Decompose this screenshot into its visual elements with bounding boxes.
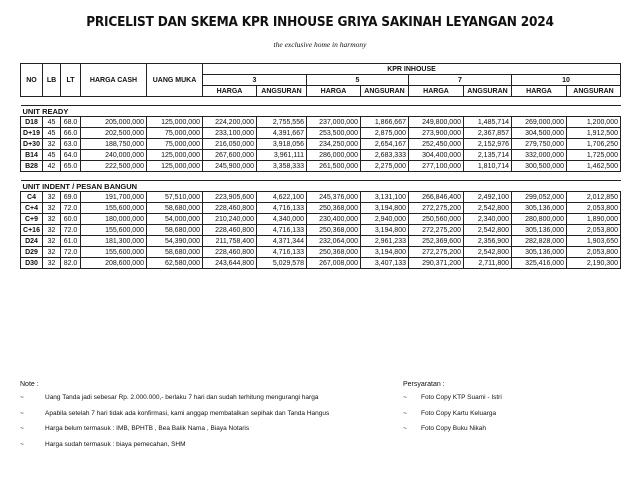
table-cell: 250,368,000	[307, 247, 361, 258]
table-cell: 2,755,556	[257, 117, 307, 128]
table-cell: 72.0	[61, 225, 81, 236]
header-angsuran: ANGSURAN	[567, 86, 621, 97]
table-cell: 4,371,344	[257, 236, 307, 247]
table-cell: 3,961,111	[257, 150, 307, 161]
header-kpr-inhouse: KPR INHOUSE	[203, 64, 621, 75]
header-angsuran: ANGSURAN	[361, 86, 409, 97]
unit-code-cell: B28	[21, 161, 43, 172]
table-cell: 240,000,000	[81, 150, 147, 161]
table-cell: 269,000,000	[512, 117, 567, 128]
table-cell: 4,716,133	[257, 203, 307, 214]
table-cell: 237,000,000	[307, 117, 361, 128]
unit-code-cell: C+4	[21, 203, 43, 214]
table-row	[21, 161, 621, 172]
table-cell: 42	[43, 161, 61, 172]
table-cell: 32	[43, 258, 61, 269]
table-cell: 4,391,667	[257, 128, 307, 139]
note-item	[20, 441, 329, 457]
table-cell: 252,450,000	[409, 139, 464, 150]
table-cell: 1,810,714	[464, 161, 512, 172]
tilde-bullet: ~	[20, 425, 24, 432]
spacer-cell	[21, 172, 621, 181]
requirement-item	[403, 425, 502, 441]
table-row	[21, 192, 621, 203]
note-item	[20, 425, 329, 441]
header-harga: HARGA	[512, 86, 567, 97]
table-cell: 266,846,400	[409, 192, 464, 203]
note-item	[20, 394, 329, 410]
table-cell: 304,500,000	[512, 128, 567, 139]
table-cell: 188,750,000	[81, 139, 147, 150]
table-cell: 245,900,000	[203, 161, 257, 172]
table-cell: 32	[43, 203, 61, 214]
header-tenor-5: 5	[307, 75, 409, 86]
table-cell: 211,758,400	[203, 236, 257, 247]
note-text: Uang Tanda jadi sebesar Rp. 2.000.000,- berlaku 7 hari dan sudah terhitung mengurangi harga	[45, 394, 319, 401]
table-cell: 2,492,100	[464, 192, 512, 203]
requirement-text: Foto Copy Buku Nikah	[421, 425, 487, 432]
table-cell: 58,680,000	[147, 203, 203, 214]
table-cell: 300,500,000	[512, 161, 567, 172]
page-subtitle: the exclusive home in harmony	[273, 40, 367, 49]
table-cell: 267,008,000	[307, 258, 361, 269]
section-label: UNIT INDENT / PESAN BANGUN	[21, 181, 621, 192]
table-cell: 125,000,000	[147, 150, 203, 161]
table-row	[21, 258, 621, 269]
table-cell: 290,371,200	[409, 258, 464, 269]
table-cell: 228,460,800	[203, 203, 257, 214]
table-cell: 58,680,000	[147, 225, 203, 236]
table-cell: 205,000,000	[81, 117, 147, 128]
header-no: NO	[21, 64, 43, 97]
table-cell: 72.0	[61, 203, 81, 214]
table-cell: 286,000,000	[307, 150, 361, 161]
header-harga: HARGA	[203, 86, 257, 97]
table-cell: 191,700,000	[81, 192, 147, 203]
table-cell: 299,052,000	[512, 192, 567, 203]
table-cell: 32	[43, 214, 61, 225]
requirement-item	[403, 410, 502, 426]
note-text: Harga belum termasuk : IMB, BPHTB , Bea Balik Nama , Biaya Notaris	[45, 425, 250, 432]
table-cell: 61.0	[61, 236, 81, 247]
table-cell: 277,100,000	[409, 161, 464, 172]
header-angsuran: ANGSURAN	[257, 86, 307, 97]
table-cell: 279,750,000	[512, 139, 567, 150]
table-cell: 2,542,800	[464, 225, 512, 236]
table-cell: 208,600,000	[81, 258, 147, 269]
table-cell: 280,800,000	[512, 214, 567, 225]
table-cell: 3,131,100	[361, 192, 409, 203]
table-cell: 3,194,800	[361, 247, 409, 258]
table-cell: 54,000,000	[147, 214, 203, 225]
table-cell: 4,716,133	[257, 247, 307, 258]
table-cell: 3,194,800	[361, 225, 409, 236]
table-cell: 272,275,200	[409, 225, 464, 236]
table-cell: 45	[43, 150, 61, 161]
table-cell: 57,510,000	[147, 192, 203, 203]
table-cell: 234,250,000	[307, 139, 361, 150]
table-cell: 155,600,000	[81, 247, 147, 258]
table-cell: 249,800,000	[409, 117, 464, 128]
table-row	[21, 117, 621, 128]
table-cell: 3,407,133	[361, 258, 409, 269]
table-row	[21, 236, 621, 247]
table-cell: 4,340,000	[257, 214, 307, 225]
header-tenor-7: 7	[409, 75, 512, 86]
requirement-item	[403, 394, 502, 410]
tilde-bullet: ~	[403, 425, 407, 432]
table-cell: 45	[43, 128, 61, 139]
table-cell: 202,500,000	[81, 128, 147, 139]
table-cell: 82.0	[61, 258, 81, 269]
unit-code-cell: D30	[21, 258, 43, 269]
table-cell: 125,000,000	[147, 117, 203, 128]
table-cell: 2,135,714	[464, 150, 512, 161]
table-row	[21, 225, 621, 236]
note-text: Apabila setelah 7 hari tidak ada konfirmasi, kami anggap membatalkan sepihak dan Tanda Hangus	[45, 409, 330, 417]
table-cell: 1,462,500	[567, 161, 621, 172]
table-cell: 62,580,000	[147, 258, 203, 269]
table-cell: 32	[43, 247, 61, 258]
table-cell: 65.0	[61, 161, 81, 172]
table-cell: 1,706,250	[567, 139, 621, 150]
table-cell: 224,200,000	[203, 117, 257, 128]
table-cell: 69.0	[61, 192, 81, 203]
table-cell: 282,828,000	[512, 236, 567, 247]
table-cell: 75,000,000	[147, 139, 203, 150]
table-cell: 4,622,100	[257, 192, 307, 203]
table-cell: 305,136,000	[512, 203, 567, 214]
table-cell: 58,680,000	[147, 247, 203, 258]
table-cell: 63.0	[61, 139, 81, 150]
table-cell: 64.0	[61, 150, 81, 161]
table-cell: 228,460,800	[203, 247, 257, 258]
table-cell: 3,194,800	[361, 203, 409, 214]
requirements-section	[403, 381, 502, 441]
spacer-cell	[21, 97, 621, 106]
table-cell: 273,900,000	[409, 128, 464, 139]
section-label: UNIT READY	[21, 106, 621, 117]
tilde-bullet: ~	[403, 409, 407, 417]
table-cell: 1,890,000	[567, 214, 621, 225]
requirements-list	[403, 394, 502, 441]
spacer-row	[21, 172, 621, 181]
header-angsuran: ANGSURAN	[464, 86, 512, 97]
table-cell: 272,275,200	[409, 203, 464, 214]
table-cell: 155,600,000	[81, 225, 147, 236]
unit-code-cell: C4	[21, 192, 43, 203]
table-cell: 72.0	[61, 247, 81, 258]
table-cell: 272,275,200	[409, 247, 464, 258]
unit-code-cell: D18	[21, 117, 43, 128]
table-cell: 250,368,000	[307, 203, 361, 214]
section-row	[21, 181, 621, 192]
table-cell: 2,940,000	[361, 214, 409, 225]
notes-heading: Note :	[20, 381, 39, 388]
table-row	[21, 139, 621, 150]
header-uang-muka: UANG MUKA	[147, 64, 203, 97]
table-cell: 216,050,000	[203, 139, 257, 150]
header-harga: HARGA	[307, 86, 361, 97]
table-cell: 32	[43, 139, 61, 150]
table-row	[21, 128, 621, 139]
header-harga: HARGA	[409, 86, 464, 97]
table-cell: 223,905,600	[203, 192, 257, 203]
table-cell: 2,053,800	[567, 225, 621, 236]
requirements-heading: Persyaratan :	[403, 381, 445, 388]
table-cell: 1,200,000	[567, 117, 621, 128]
tilde-bullet: ~	[20, 409, 24, 417]
table-cell: 232,064,000	[307, 236, 361, 247]
header-harga-cash: HARGA CASH	[81, 64, 147, 97]
table-cell: 253,500,000	[307, 128, 361, 139]
table-cell: 32	[43, 225, 61, 236]
tilde-bullet: ~	[20, 394, 24, 401]
table-cell: 245,376,000	[307, 192, 361, 203]
unit-code-cell: D+30	[21, 139, 43, 150]
unit-code-cell: D29	[21, 247, 43, 258]
table-row	[21, 203, 621, 214]
table-cell: 325,416,000	[512, 258, 567, 269]
table-cell: 68.0	[61, 117, 81, 128]
table-body	[21, 97, 621, 269]
table-row	[21, 150, 621, 161]
requirement-text: Foto Copy KTP Suami - Istri	[421, 394, 502, 401]
table-cell: 2,542,800	[464, 247, 512, 258]
table-cell: 2,275,000	[361, 161, 409, 172]
table-cell: 2,053,800	[567, 247, 621, 258]
table-cell: 32	[43, 192, 61, 203]
unit-code-cell: D24	[21, 236, 43, 247]
table-cell: 66.0	[61, 128, 81, 139]
page-title: PRICELIST DAN SKEMA KPR INHOUSE GRIYA SAKINAH LEYANGAN 2024	[86, 14, 554, 30]
table-cell: 305,136,000	[512, 247, 567, 258]
table-cell: 2,875,000	[361, 128, 409, 139]
note-text: Harga sudah termasuk : biaya pemecahan, SHM	[45, 440, 186, 448]
table-row	[21, 214, 621, 225]
table-cell: 230,400,000	[307, 214, 361, 225]
table-cell: 2,190,300	[567, 258, 621, 269]
table-cell: 3,358,333	[257, 161, 307, 172]
table-cell: 2,053,800	[567, 203, 621, 214]
table-cell: 222,500,000	[81, 161, 147, 172]
table-cell: 243,644,800	[203, 258, 257, 269]
table-cell: 1,485,714	[464, 117, 512, 128]
table-cell: 2,152,976	[464, 139, 512, 150]
requirement-text: Foto Copy Kartu Keluarga	[421, 409, 497, 417]
notes-section	[20, 381, 329, 456]
table-cell: 32	[43, 236, 61, 247]
table-cell: 75,000,000	[147, 128, 203, 139]
table-cell: 181,300,000	[81, 236, 147, 247]
table-cell: 1,903,650	[567, 236, 621, 247]
table-cell: 250,560,000	[409, 214, 464, 225]
table-cell: 305,136,000	[512, 225, 567, 236]
section-row	[21, 106, 621, 117]
table-cell: 3,918,056	[257, 139, 307, 150]
table-cell: 261,500,000	[307, 161, 361, 172]
table-cell: 180,000,000	[81, 214, 147, 225]
table-cell: 2,683,333	[361, 150, 409, 161]
table-cell: 2,711,800	[464, 258, 512, 269]
table-cell: 1,866,667	[361, 117, 409, 128]
table-cell: 60.0	[61, 214, 81, 225]
table-cell: 125,000,000	[147, 161, 203, 172]
table-cell: 2,654,167	[361, 139, 409, 150]
notes-list	[20, 394, 329, 456]
table-cell: 4,716,133	[257, 225, 307, 236]
table-cell: 2,340,000	[464, 214, 512, 225]
header-tenor-10: 10	[512, 75, 621, 86]
table-cell: 5,029,578	[257, 258, 307, 269]
header-lb: LB	[43, 64, 61, 97]
table-cell: 1,912,500	[567, 128, 621, 139]
table-cell: 2,012,850	[567, 192, 621, 203]
table-cell: 45	[43, 117, 61, 128]
unit-code-cell: C+9	[21, 214, 43, 225]
unit-code-cell: D+19	[21, 128, 43, 139]
note-item	[20, 410, 329, 426]
pricelist-table	[20, 63, 621, 269]
table-cell: 252,369,600	[409, 236, 464, 247]
table-cell: 267,600,000	[203, 150, 257, 161]
table-cell: 304,400,000	[409, 150, 464, 161]
header-tenor-3: 3	[203, 75, 307, 86]
table-cell: 2,542,800	[464, 203, 512, 214]
unit-code-cell: C+16	[21, 225, 43, 236]
table-cell: 228,460,800	[203, 225, 257, 236]
header-lt: LT	[61, 64, 81, 97]
tilde-bullet: ~	[403, 394, 407, 401]
table-cell: 1,725,000	[567, 150, 621, 161]
table-cell: 2,356,900	[464, 236, 512, 247]
table-cell: 2,961,233	[361, 236, 409, 247]
tilde-bullet: ~	[20, 440, 24, 448]
table-cell: 2,367,857	[464, 128, 512, 139]
unit-code-cell: B14	[21, 150, 43, 161]
spacer-row	[21, 97, 621, 106]
table-cell: 250,368,000	[307, 225, 361, 236]
table-cell: 210,240,000	[203, 214, 257, 225]
table-cell: 233,100,000	[203, 128, 257, 139]
table-cell: 155,600,000	[81, 203, 147, 214]
table-cell: 332,000,000	[512, 150, 567, 161]
table-row	[21, 247, 621, 258]
table-cell: 54,390,000	[147, 236, 203, 247]
